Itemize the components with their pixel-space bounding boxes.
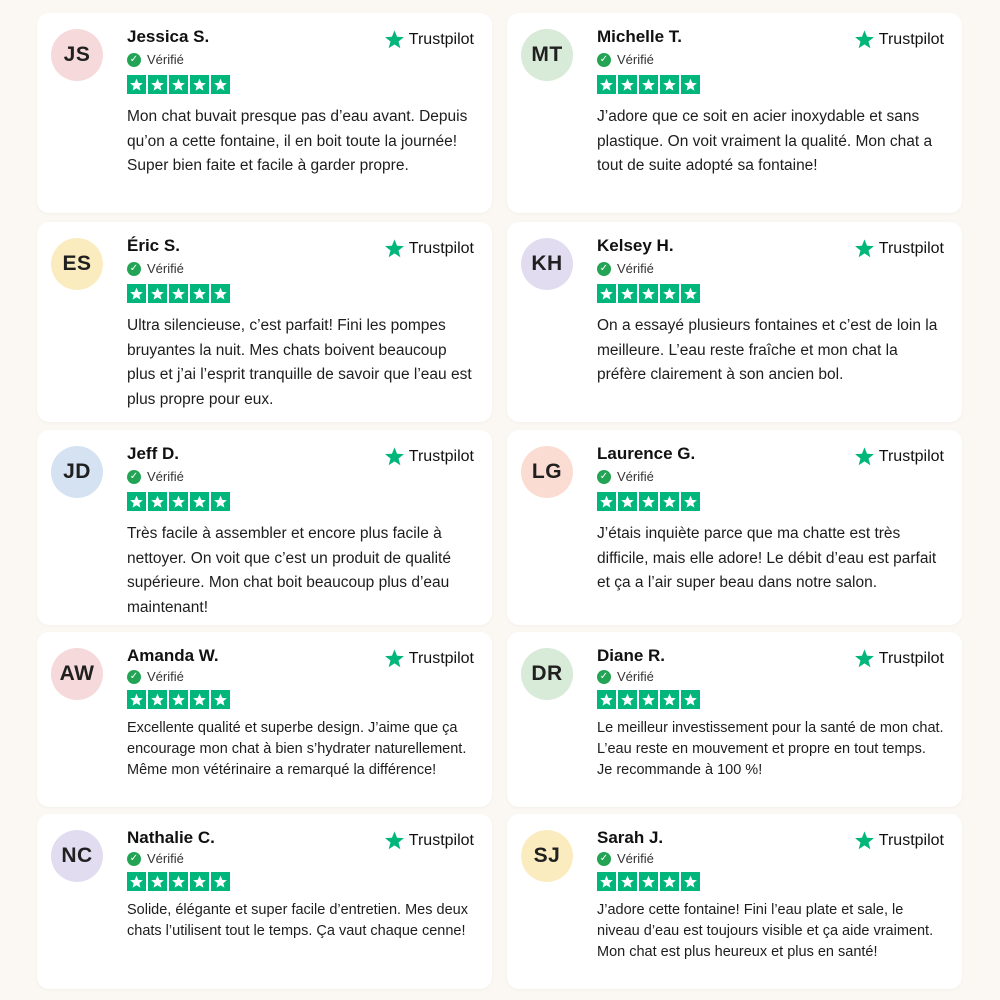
trustpilot-label: Trustpilot xyxy=(878,239,944,257)
avatar-initials: SJ xyxy=(533,844,561,867)
star-icon xyxy=(148,75,167,94)
star-rating xyxy=(597,492,700,511)
avatar xyxy=(521,648,573,700)
verified-badge xyxy=(597,669,654,684)
star-icon xyxy=(660,284,679,303)
review-text: On a essayé plusieurs fontaines et c’est de loin la meilleure. L’eau reste fraîche et mon chat la préfère clairement à son ancien bol. xyxy=(597,317,938,383)
avatar-initials: NC xyxy=(61,844,93,867)
verified-badge xyxy=(597,52,654,67)
verified-label: Vérifié xyxy=(617,261,654,276)
verified-label: Vérifié xyxy=(617,469,654,484)
check-icon: ✓ xyxy=(597,852,611,866)
trustpilot-logo xyxy=(854,238,944,259)
avatar xyxy=(51,830,103,882)
star-icon xyxy=(639,284,658,303)
star-rating xyxy=(127,492,230,511)
star-icon xyxy=(618,284,637,303)
avatar-initials: JD xyxy=(63,460,91,483)
review-card-es xyxy=(37,222,492,422)
star-icon xyxy=(127,75,146,94)
star-icon xyxy=(127,492,146,511)
verified-badge xyxy=(127,669,184,684)
trustpilot-star-icon xyxy=(854,648,875,669)
star-icon xyxy=(681,284,700,303)
star-icon xyxy=(597,872,616,891)
review-card-aw xyxy=(37,632,492,807)
star-icon xyxy=(211,872,230,891)
trustpilot-star-icon xyxy=(854,830,875,851)
review-card-sj xyxy=(507,814,962,989)
review-card-nc xyxy=(37,814,492,989)
star-icon xyxy=(211,690,230,709)
check-icon: ✓ xyxy=(597,670,611,684)
avatar xyxy=(51,446,103,498)
trustpilot-label: Trustpilot xyxy=(878,30,944,48)
verified-label: Vérifié xyxy=(617,669,654,684)
trustpilot-logo xyxy=(854,830,944,851)
review-text: Mon chat buvait presque pas d’eau avant. Depuis qu’on a cette fontaine, il en boit toute la journée! Super bien faite et facile à garder propre. xyxy=(127,108,468,174)
avatar-initials: KH xyxy=(531,252,563,275)
review-card-jd xyxy=(37,430,492,625)
reviewer-name: Amanda W. xyxy=(127,646,219,665)
trustpilot-label: Trustpilot xyxy=(878,831,944,849)
star-icon xyxy=(169,492,188,511)
star-icon xyxy=(639,492,658,511)
star-icon xyxy=(169,284,188,303)
check-icon: ✓ xyxy=(597,53,611,67)
trustpilot-star-icon xyxy=(384,238,405,259)
star-icon xyxy=(127,872,146,891)
avatar xyxy=(521,29,573,81)
check-icon: ✓ xyxy=(597,470,611,484)
star-icon xyxy=(127,690,146,709)
review-text: Le meilleur investissement pour la santé de mon chat. L’eau reste en mouvement et propre en tout temps. Je recommande à 100 %! xyxy=(597,720,944,778)
reviewer-name: Sarah J. xyxy=(597,828,664,847)
trustpilot-label: Trustpilot xyxy=(878,649,944,667)
verified-label: Vérifié xyxy=(147,669,184,684)
trustpilot-star-icon xyxy=(384,446,405,467)
check-icon: ✓ xyxy=(597,262,611,276)
star-icon xyxy=(618,690,637,709)
reviewer-name: Kelsey H. xyxy=(597,236,674,255)
check-icon: ✓ xyxy=(127,53,141,67)
star-icon xyxy=(169,690,188,709)
avatar xyxy=(51,29,103,81)
trustpilot-logo xyxy=(854,29,944,50)
trustpilot-label: Trustpilot xyxy=(408,239,474,257)
avatar xyxy=(521,446,573,498)
star-rating xyxy=(127,284,230,303)
star-icon xyxy=(148,284,167,303)
review-text: Ultra silencieuse, c’est parfait! Fini les pompes bruyantes la nuit. Mes chats boivent beaucoup plus et j’ai l’esprit tranquille de savoir que l’eau est plus propre pour eux. xyxy=(127,317,472,408)
verified-label: Vérifié xyxy=(147,52,184,67)
trustpilot-star-icon xyxy=(384,29,405,50)
star-rating xyxy=(597,690,700,709)
star-icon xyxy=(639,872,658,891)
star-icon xyxy=(148,872,167,891)
star-icon xyxy=(211,284,230,303)
verified-badge xyxy=(597,851,654,866)
review-card-kh xyxy=(507,222,962,422)
trustpilot-logo xyxy=(854,446,944,467)
star-icon xyxy=(618,872,637,891)
trustpilot-star-icon xyxy=(854,446,875,467)
avatar xyxy=(521,238,573,290)
star-icon xyxy=(148,492,167,511)
star-icon xyxy=(190,75,209,94)
avatar xyxy=(521,830,573,882)
verified-label: Vérifié xyxy=(147,261,184,276)
review-text: J’adore que ce soit en acier inoxydable et sans plastique. On voit vraiment la qualité. Mon chat a tout de suite adopté sa fontaine! xyxy=(597,108,933,174)
review-text: Très facile à assembler et encore plus facile à nettoyer. On voit que c’est un produit de qualité supérieure. Mon chat boit beaucoup plus d’eau maintenant! xyxy=(127,525,451,616)
trustpilot-star-icon xyxy=(384,830,405,851)
star-icon xyxy=(190,872,209,891)
star-rating xyxy=(597,284,700,303)
star-icon xyxy=(681,75,700,94)
trustpilot-star-icon xyxy=(854,29,875,50)
star-icon xyxy=(660,492,679,511)
star-icon xyxy=(660,690,679,709)
reviewer-name: Jessica S. xyxy=(127,27,210,46)
trustpilot-label: Trustpilot xyxy=(408,649,474,667)
verified-badge xyxy=(127,469,184,484)
trustpilot-star-icon xyxy=(854,238,875,259)
review-text: J’adore cette fontaine! Fini l’eau plate et sale, le niveau d’eau est toujours visible et ça aide vraiment. Mon chat est plus heureux et plus en santé! xyxy=(597,902,934,960)
verified-badge xyxy=(127,261,184,276)
star-icon xyxy=(597,492,616,511)
star-icon xyxy=(639,690,658,709)
review-card-dr xyxy=(507,632,962,807)
star-icon xyxy=(190,284,209,303)
avatar-initials: MT xyxy=(531,43,563,66)
reviewer-name: Jeff D. xyxy=(127,444,179,463)
star-icon xyxy=(597,75,616,94)
star-icon xyxy=(597,284,616,303)
star-rating xyxy=(127,872,230,891)
avatar-initials: DR xyxy=(531,662,563,685)
star-rating xyxy=(597,872,700,891)
star-icon xyxy=(190,492,209,511)
reviewer-name: Laurence G. xyxy=(597,444,696,463)
avatar-initials: AW xyxy=(59,662,95,685)
star-icon xyxy=(211,492,230,511)
star-icon xyxy=(618,75,637,94)
star-icon xyxy=(148,690,167,709)
verified-badge xyxy=(127,52,184,67)
star-icon xyxy=(681,690,700,709)
trustpilot-logo xyxy=(384,830,474,851)
check-icon: ✓ xyxy=(127,470,141,484)
star-icon xyxy=(190,690,209,709)
avatar-initials: JS xyxy=(63,43,91,66)
star-icon xyxy=(639,75,658,94)
trustpilot-label: Trustpilot xyxy=(408,30,474,48)
trustpilot-logo xyxy=(854,648,944,669)
star-rating xyxy=(127,690,230,709)
star-icon xyxy=(211,75,230,94)
verified-badge xyxy=(127,851,184,866)
avatar-initials: LG xyxy=(531,460,563,483)
star-icon xyxy=(169,872,188,891)
reviewer-name: Michelle T. xyxy=(597,27,683,46)
verified-badge xyxy=(597,261,654,276)
trustpilot-logo xyxy=(384,446,474,467)
trustpilot-logo xyxy=(384,648,474,669)
check-icon: ✓ xyxy=(127,670,141,684)
review-card-mt xyxy=(507,13,962,213)
star-icon xyxy=(597,690,616,709)
avatar xyxy=(51,648,103,700)
trustpilot-star-icon xyxy=(384,648,405,669)
star-rating xyxy=(597,75,700,94)
check-icon: ✓ xyxy=(127,262,141,276)
star-icon xyxy=(660,75,679,94)
reviewer-name: Diane R. xyxy=(597,646,666,665)
review-text: J’étais inquiète parce que ma chatte est très difficile, mais elle adore! Le débit d’eau est parfait et ça a l’air super beau dans notre salon. xyxy=(597,525,937,591)
star-rating xyxy=(127,75,230,94)
avatar-initials: ES xyxy=(62,252,92,275)
trustpilot-label: Trustpilot xyxy=(408,447,474,465)
verified-label: Vérifié xyxy=(147,469,184,484)
verified-label: Vérifié xyxy=(147,851,184,866)
star-icon xyxy=(169,75,188,94)
verified-label: Vérifié xyxy=(617,52,654,67)
star-icon xyxy=(618,492,637,511)
check-icon: ✓ xyxy=(127,852,141,866)
review-card-lg xyxy=(507,430,962,625)
review-card-js xyxy=(37,13,492,213)
avatar xyxy=(51,238,103,290)
star-icon xyxy=(127,284,146,303)
reviewer-name: Éric S. xyxy=(127,236,180,255)
review-text: Solide, élégante et super facile d’entretien. Mes deux chats l’utilisent tout le temps. Ça vaut chaque cenne! xyxy=(127,902,468,939)
trustpilot-logo xyxy=(384,238,474,259)
verified-badge xyxy=(597,469,654,484)
star-icon xyxy=(681,492,700,511)
trustpilot-logo xyxy=(384,29,474,50)
verified-label: Vérifié xyxy=(617,851,654,866)
review-text: Excellente qualité et superbe design. J’aime que ça encourage mon chat à bien s’hydrater naturellement. Même mon vétérinaire a remarqué la différence! xyxy=(127,720,467,778)
star-icon xyxy=(660,872,679,891)
trustpilot-label: Trustpilot xyxy=(408,831,474,849)
trustpilot-label: Trustpilot xyxy=(878,447,944,465)
reviewer-name: Nathalie C. xyxy=(127,828,215,847)
star-icon xyxy=(681,872,700,891)
